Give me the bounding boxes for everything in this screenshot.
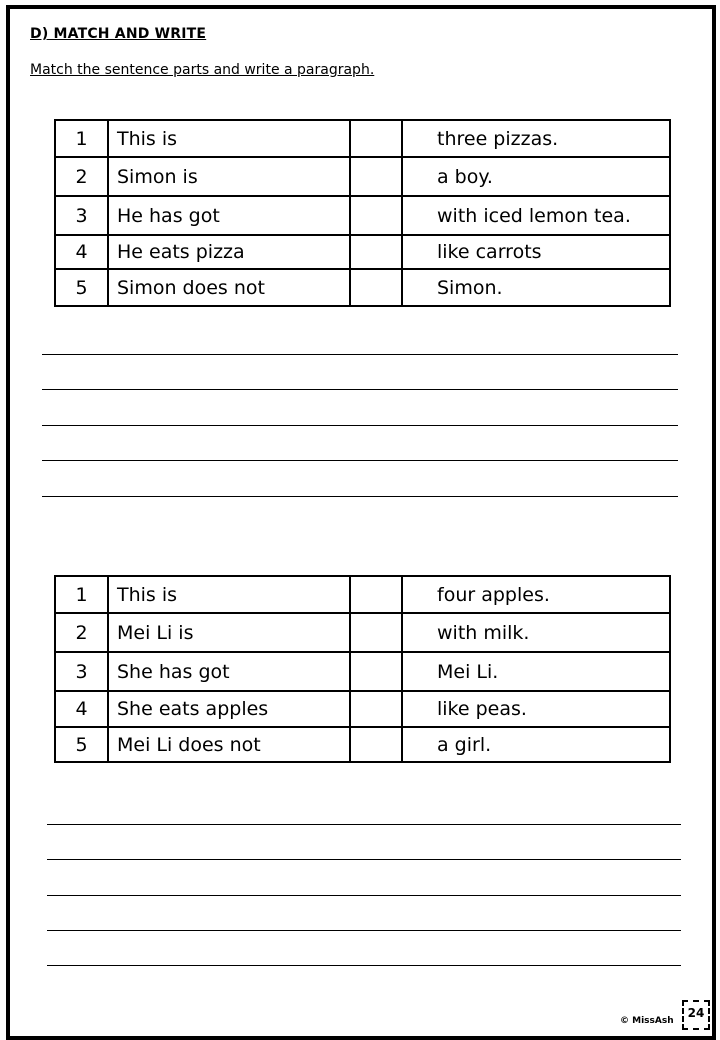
table-row (55, 157, 670, 196)
writing-line (47, 824, 681, 825)
sentence-start: He eats pizza (108, 235, 350, 269)
sentence-start: He has got (108, 196, 350, 235)
writing-line (42, 354, 678, 355)
table-row (55, 691, 670, 727)
table-row (55, 652, 670, 691)
sentence-end: Mei Li. (402, 652, 670, 691)
sentence-end: like carrots (402, 235, 670, 269)
writing-line (42, 425, 678, 426)
table-row (55, 235, 670, 269)
match-answer-box[interactable] (350, 691, 402, 727)
writing-line (47, 930, 681, 931)
row-number: 1 (55, 120, 108, 157)
sentence-end: Simon. (402, 269, 670, 306)
sentence-end: with iced lemon tea. (402, 196, 670, 235)
match-table-2 (54, 575, 671, 763)
copyright-text: © MissAsh (620, 1016, 674, 1026)
sentence-start: This is (108, 120, 350, 157)
sentence-end: a girl. (402, 727, 670, 762)
sentence-start: Simon is (108, 157, 350, 196)
table-row (55, 613, 670, 652)
match-answer-box[interactable] (350, 235, 402, 269)
row-number: 4 (55, 691, 108, 727)
match-table-1 (54, 119, 671, 307)
table-row (55, 727, 670, 762)
sentence-end: like peas. (402, 691, 670, 727)
sentence-start: She eats apples (108, 691, 350, 727)
match-answer-box[interactable] (350, 196, 402, 235)
table-row (55, 120, 670, 157)
instruction-text: Match the sentence parts and write a paragraph. (30, 62, 375, 78)
writing-line (42, 496, 678, 497)
writing-line (42, 460, 678, 461)
row-number: 5 (55, 269, 108, 306)
row-number: 5 (55, 727, 108, 762)
row-number: 2 (55, 613, 108, 652)
row-number: 3 (55, 196, 108, 235)
section-heading: D) MATCH AND WRITE (30, 26, 207, 42)
table-row (55, 576, 670, 613)
table-row (55, 269, 670, 306)
match-answer-box[interactable] (350, 652, 402, 691)
writing-line (47, 859, 681, 860)
match-answer-box[interactable] (350, 576, 402, 613)
sentence-start: Mei Li is (108, 613, 350, 652)
sentence-end: with milk. (402, 613, 670, 652)
writing-line (47, 895, 681, 896)
sentence-start: This is (108, 576, 350, 613)
sentence-end: a boy. (402, 157, 670, 196)
sentence-start: She has got (108, 652, 350, 691)
sentence-end: three pizzas. (402, 120, 670, 157)
sentence-start: Mei Li does not (108, 727, 350, 762)
match-answer-box[interactable] (350, 727, 402, 762)
row-number: 4 (55, 235, 108, 269)
writing-line (42, 389, 678, 390)
row-number: 3 (55, 652, 108, 691)
match-answer-box[interactable] (350, 157, 402, 196)
sentence-start: Simon does not (108, 269, 350, 306)
sentence-end: four apples. (402, 576, 670, 613)
page-number: 24 (682, 1000, 710, 1030)
match-answer-box[interactable] (350, 120, 402, 157)
row-number: 1 (55, 576, 108, 613)
match-answer-box[interactable] (350, 269, 402, 306)
match-answer-box[interactable] (350, 613, 402, 652)
table-row (55, 196, 670, 235)
row-number: 2 (55, 157, 108, 196)
writing-line (47, 965, 681, 966)
